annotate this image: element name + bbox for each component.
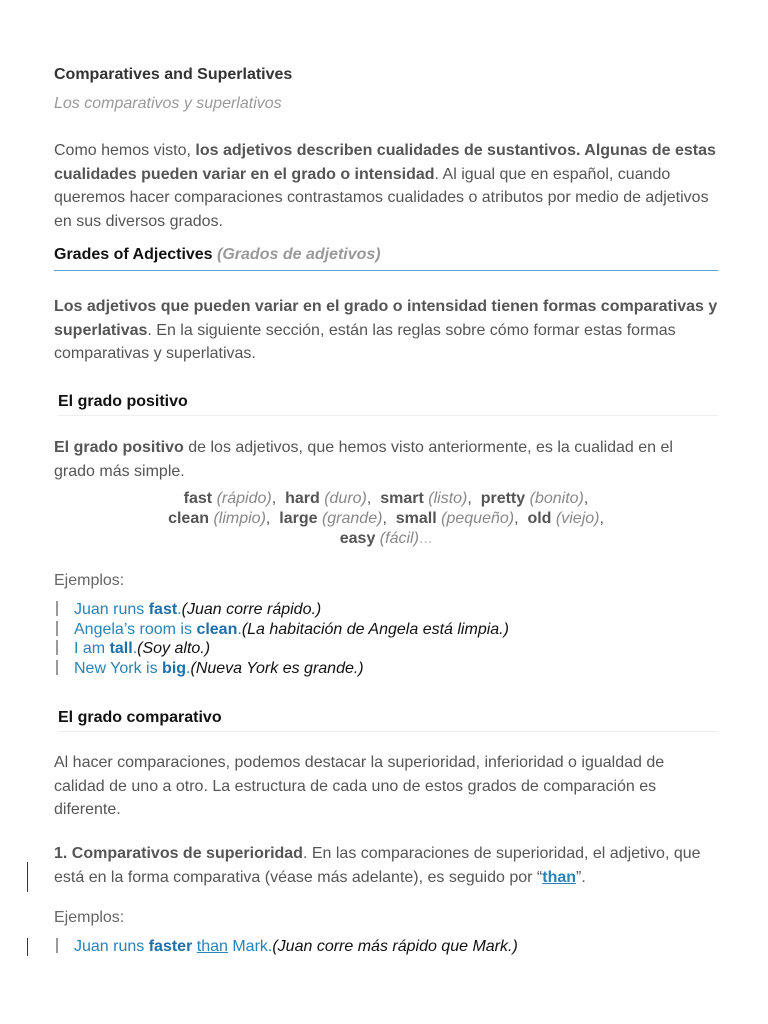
section-heading-comparativo: El grado comparativo — [58, 709, 718, 732]
comparativo-paragraph: Al hacer comparaciones, podemos destacar la superioridad, inferioridad o igualdad de calidad de uno a otro. La estructura de cada uno de estos grados de comparación es diferente. — [54, 754, 665, 818]
adjective-es: (limpio) — [213, 510, 266, 527]
ellipsis: ... — [418, 530, 433, 547]
example-line: New York is big.(Nueva York es grande.) — [54, 659, 364, 679]
positivo-paragraph: El grado positivo de los adjetivos, que hemos visto anteriormente, es la cualidad en el grado más simple. — [54, 439, 673, 480]
section-heading-grades: Grades of Adjectives (Grados de adjetivos) — [54, 246, 718, 271]
quote-bar — [56, 660, 58, 675]
adjective-en: smart — [380, 490, 424, 507]
intro-paragraph: Como hemos visto, los adjetivos describen cualidades de sustantivos. Algunas de estas cualidades pueden variar en el grado o intensidad. Al igual que en español, cuando queremos hacer comparaciones contrastamos cualidades o atributos por medio de adjetivos en sus diversos grados. — [54, 142, 716, 230]
adjective-en: clean — [168, 510, 209, 527]
text-cursor-marker — [27, 938, 28, 956]
adjective-en: small — [395, 510, 437, 527]
example-line: Juan runs fast.(Juan corre rápido.) — [54, 600, 321, 620]
page-subtitle: Los comparativos y superlativos — [54, 95, 282, 112]
than-link[interactable]: than — [542, 868, 577, 886]
example-line: I am tall.(Soy alto.) — [54, 639, 210, 659]
adjective-es: (viejo) — [555, 510, 600, 527]
page-title: Comparatives and Superlatives — [54, 66, 293, 83]
examples-label: Ejemplos: — [54, 909, 125, 926]
quote-bar — [56, 938, 58, 953]
adjective-en: old — [527, 510, 552, 527]
adjective-list: fast (rápido), hard (duro), smart (listo), pretty (bonito), clean (limpio), large (grande), small (pequeño), old (viejo), easy (fácil)... — [168, 490, 604, 547]
text-cursor-marker — [27, 862, 28, 892]
adjective-es: (rápido) — [216, 490, 272, 507]
adjective-en: hard — [285, 490, 320, 507]
example-line: Angela’s room is clean.(La habitación de Angela está limpia.) — [54, 620, 509, 640]
adjective-en: easy — [339, 530, 376, 547]
adjective-es: (bonito) — [529, 490, 584, 507]
quote-bar — [56, 640, 58, 655]
adjective-es: (listo) — [428, 490, 468, 507]
adjective-en: pretty — [480, 490, 526, 507]
grades-paragraph: Los adjetivos que pueden variar en el grado o intensidad tienen formas comparativas y superlativas. En la siguiente sección, están las reglas sobre cómo formar estas formas comparativas y superlativas. — [54, 298, 718, 362]
adjective-en: large — [279, 510, 318, 527]
superioridad-paragraph: 1. Comparativos de superioridad. En las comparaciones de superioridad, el adjetivo, que está en la forma comparativa (véase más adelante), es seguido por “than”. — [54, 845, 701, 886]
adjective-es: (duro) — [324, 490, 367, 507]
examples-label: Ejemplos: — [54, 572, 125, 589]
adjective-es: (grande) — [321, 510, 383, 527]
section-heading-positivo: El grado positivo — [58, 393, 718, 416]
adjective-es: (pequeño) — [441, 510, 515, 527]
adjective-en: fast — [183, 490, 213, 507]
than-link[interactable]: than — [196, 938, 228, 955]
adjective-es: (fácil) — [379, 530, 419, 547]
quote-bar — [56, 621, 58, 636]
example-line: Juan runs faster than Mark.(Juan corre más rápido que Mark.) — [54, 937, 518, 957]
quote-bar — [56, 601, 58, 616]
